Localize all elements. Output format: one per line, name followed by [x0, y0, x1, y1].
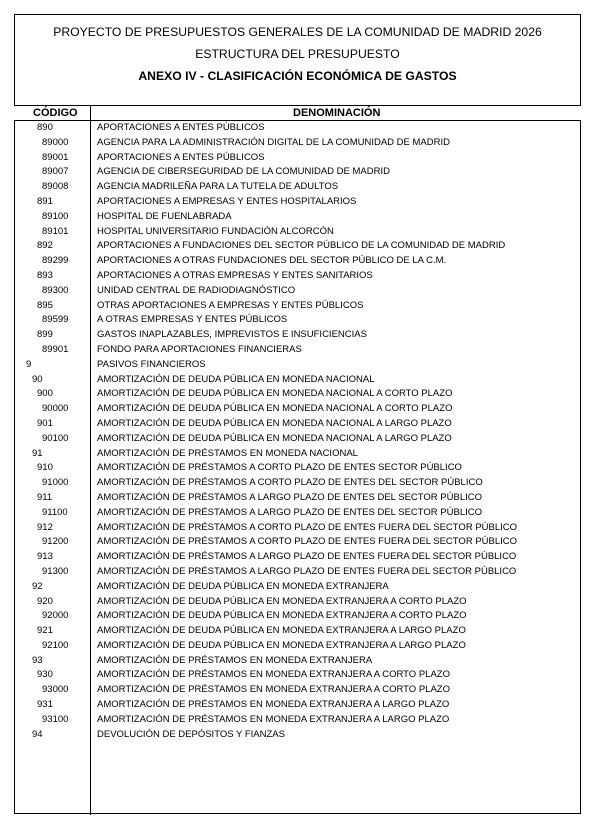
row-denomination: APORTACIONES A EMPRESAS Y ENTES HOSPITALARIOS [97, 195, 357, 207]
table-row [15, 358, 580, 373]
column-header-code: CÓDIGO [33, 107, 78, 119]
table-row [15, 328, 580, 343]
row-code: 913 [37, 551, 53, 563]
table-row [15, 476, 580, 491]
row-denomination: APORTACIONES A ENTES PÚBLICOS [97, 151, 265, 163]
table-body [15, 121, 580, 742]
row-denomination: AMORTIZACIÓN DE DEUDA PÚBLICA EN MONEDA EXTRANJERA A LARGO PLAZO [97, 639, 466, 651]
table-row [15, 165, 580, 180]
table-row [15, 299, 580, 314]
table-row [15, 580, 580, 595]
row-denomination: AMORTIZACIÓN DE DEUDA PÚBLICA EN MONEDA NACIONAL A LARGO PLAZO [97, 432, 452, 444]
row-code: 92 [32, 580, 43, 592]
table-row [15, 565, 580, 580]
table-row [15, 225, 580, 240]
row-code: 89101 [42, 225, 69, 237]
row-denomination: FONDO PARA APORTACIONES FINANCIERAS [97, 343, 302, 355]
row-denomination: AMORTIZACIÓN DE PRÉSTAMOS A LARGO PLAZO DE ENTES DEL SECTOR PÚBLICO [97, 491, 483, 503]
row-denomination: GASTOS INAPLAZABLES, IMPREVISTOS E INSUFICIENCIAS [97, 329, 367, 341]
row-code: 911 [37, 491, 53, 503]
row-code: 899 [37, 329, 53, 341]
table-row [15, 550, 580, 565]
row-code: 912 [37, 521, 53, 533]
row-code: 91000 [42, 477, 69, 489]
table-row [15, 639, 580, 654]
table-row [15, 402, 580, 417]
row-denomination: UNIDAD CENTRAL DE RADIODIAGNÓSTICO [97, 284, 296, 296]
row-denomination: AMORTIZACIÓN DE PRÉSTAMOS EN MONEDA EXTRANJERA A CORTO PLAZO [97, 669, 450, 681]
document-subtitle: ESTRUCTURA DEL PRESUPUESTO [195, 47, 400, 61]
row-denomination: HOSPITAL DE FUENLABRADA [97, 210, 232, 222]
row-code: 89901 [42, 343, 69, 355]
row-code: 89001 [42, 151, 69, 163]
row-denomination: AMORTIZACIÓN DE PRÉSTAMOS A LARGO PLAZO DE ENTES DEL SECTOR PÚBLICO [97, 506, 483, 518]
row-code: 90100 [42, 432, 69, 444]
row-denomination: AMORTIZACIÓN DE PRÉSTAMOS EN MONEDA EXTRANJERA [97, 654, 373, 666]
row-denomination: AMORTIZACIÓN DE DEUDA PÚBLICA EN MONEDA NACIONAL [97, 373, 375, 385]
row-code: 901 [37, 417, 53, 429]
row-denomination: AGENCIA MADRILEÑA PARA LA TUTELA DE ADULTOS [97, 181, 339, 193]
row-code: 893 [37, 269, 53, 281]
table-row [15, 535, 580, 550]
document-page [14, 14, 581, 814]
row-code: 910 [37, 462, 53, 474]
row-denomination: AMORTIZACIÓN DE DEUDA PÚBLICA EN MONEDA NACIONAL A LARGO PLAZO [97, 417, 452, 429]
table-row [15, 269, 580, 284]
table-row [15, 713, 580, 728]
row-code: 89299 [42, 255, 69, 267]
row-code: 89599 [42, 314, 69, 326]
row-denomination: AMORTIZACIÓN DE PRÉSTAMOS A CORTO PLAZO DE ENTES FUERA DEL SECTOR PÚBLICO [97, 521, 518, 533]
row-code: 93100 [42, 713, 69, 725]
table-row [15, 447, 580, 462]
row-code: 91 [32, 447, 43, 459]
table-row [15, 136, 580, 151]
table-row [15, 417, 580, 432]
row-denomination: AMORTIZACIÓN DE DEUDA PÚBLICA EN MONEDA EXTRANJERA A LARGO PLAZO [97, 625, 466, 637]
row-code: 89000 [42, 136, 69, 148]
row-code: 93 [32, 654, 43, 666]
table-row [15, 624, 580, 639]
table-row [15, 432, 580, 447]
row-denomination: AMORTIZACIÓN DE PRÉSTAMOS A LARGO PLAZO DE ENTES FUERA DEL SECTOR PÚBLICO [97, 551, 517, 563]
row-code: 92100 [42, 639, 69, 651]
table-row [15, 254, 580, 269]
table-header [14, 105, 581, 121]
row-code: 900 [37, 388, 53, 400]
column-header-denomination: DENOMINACIÓN [293, 107, 381, 119]
table-row [15, 343, 580, 358]
row-denomination: AMORTIZACIÓN DE PRÉSTAMOS EN MONEDA EXTRANJERA A CORTO PLAZO [97, 684, 450, 696]
row-denomination: A OTRAS EMPRESAS Y ENTES PÚBLICOS [97, 314, 288, 326]
row-denomination: AMORTIZACIÓN DE DEUDA PÚBLICA EN MONEDA NACIONAL A CORTO PLAZO [97, 388, 453, 400]
table-row [15, 151, 580, 166]
table-row [15, 239, 580, 254]
row-denomination: APORTACIONES A OTRAS FUNDACIONES DEL SECTOR PÚBLICO DE LA C.M. [97, 255, 447, 267]
table-row [15, 491, 580, 506]
table-row [15, 180, 580, 195]
row-denomination: AMORTIZACIÓN DE PRÉSTAMOS A CORTO PLAZO DE ENTES SECTOR PÚBLICO [97, 462, 462, 474]
row-code: 91300 [42, 565, 69, 577]
row-denomination: APORTACIONES A ENTES PÚBLICOS [97, 122, 265, 133]
table-row [15, 284, 580, 299]
row-denomination: APORTACIONES A OTRAS EMPRESAS Y ENTES SANITARIOS [97, 269, 373, 281]
table-row [15, 595, 580, 610]
row-denomination: AMORTIZACIÓN DE DEUDA PÚBLICA EN MONEDA NACIONAL A CORTO PLAZO [97, 403, 453, 415]
document-title: PROYECTO DE PRESUPUESTOS GENERALES DE LA COMUNIDAD DE MADRID 2026 [53, 25, 542, 39]
table-row [15, 521, 580, 536]
row-denomination: AMORTIZACIÓN DE PRÉSTAMOS EN MONEDA EXTRANJERA A LARGO PLAZO [97, 713, 450, 725]
table-row [15, 668, 580, 683]
table-row [15, 210, 580, 225]
row-code: 931 [37, 699, 53, 711]
table-row [15, 506, 580, 521]
row-denomination: AMORTIZACIÓN DE PRÉSTAMOS A LARGO PLAZO DE ENTES FUERA DEL SECTOR PÚBLICO [97, 565, 517, 577]
table-row [15, 195, 580, 210]
row-code: 921 [37, 625, 53, 637]
row-code: 89007 [42, 166, 69, 178]
row-code: 92000 [42, 610, 69, 622]
table-row [15, 313, 580, 328]
row-code: 895 [37, 299, 53, 311]
table-row [15, 121, 580, 136]
table-row [15, 373, 580, 388]
row-code: 91100 [42, 506, 68, 518]
row-code: 892 [37, 240, 53, 252]
row-code: 9 [26, 358, 32, 370]
row-code: 920 [37, 595, 53, 607]
row-code: 89008 [42, 181, 69, 193]
row-denomination: PASIVOS FINANCIEROS [97, 358, 206, 370]
row-code: 90 [32, 373, 43, 385]
row-code: 930 [37, 669, 53, 681]
annex-title: ANEXO IV - CLASIFICACIÓN ECONÓMICA DE GASTOS [138, 69, 457, 83]
table-row [15, 609, 580, 624]
row-code: 90000 [42, 403, 69, 415]
row-denomination: AMORTIZACIÓN DE PRÉSTAMOS A CORTO PLAZO DE ENTES DEL SECTOR PÚBLICO [97, 477, 483, 489]
row-denomination: HOSPITAL UNIVERSITARIO FUNDACIÓN ALCORCÓN [97, 225, 334, 237]
row-denomination: AGENCIA DE CIBERSEGURIDAD DE LA COMUNIDAD DE MADRID [97, 166, 390, 178]
table-row [15, 461, 580, 476]
row-denomination: AGENCIA PARA LA ADMINISTRACIÓN DIGITAL DE LA COMUNIDAD DE MADRID [97, 136, 450, 148]
table-row [15, 728, 580, 743]
row-code: 89100 [42, 210, 69, 222]
row-denomination: AMORTIZACIÓN DE DEUDA PÚBLICA EN MONEDA EXTRANJERA A CORTO PLAZO [97, 595, 467, 607]
row-denomination: APORTACIONES A FUNDACIONES DEL SECTOR PÚBLICO DE LA COMUNIDAD DE MADRID [97, 240, 506, 252]
row-denomination: AMORTIZACIÓN DE DEUDA PÚBLICA EN MONEDA EXTRANJERA A CORTO PLAZO [97, 610, 467, 622]
row-code: 91200 [42, 536, 69, 548]
row-denomination: AMORTIZACIÓN DE PRÉSTAMOS EN MONEDA NACIONAL [97, 447, 358, 459]
table-row [15, 654, 580, 669]
table-row [15, 698, 580, 713]
row-code: 89300 [42, 284, 69, 296]
row-code: 890 [37, 122, 53, 133]
row-denomination: OTRAS APORTACIONES A EMPRESAS Y ENTES PÚBLICOS [97, 299, 364, 311]
table-row [15, 683, 580, 698]
row-denomination: AMORTIZACIÓN DE DEUDA PÚBLICA EN MONEDA EXTRANJERA [97, 580, 389, 592]
table-row [15, 387, 580, 402]
row-code: 94 [32, 728, 43, 740]
row-code: 93000 [42, 684, 69, 696]
row-denomination: AMORTIZACIÓN DE PRÉSTAMOS A CORTO PLAZO DE ENTES FUERA DEL SECTOR PÚBLICO [97, 536, 518, 548]
row-denomination: AMORTIZACIÓN DE PRÉSTAMOS EN MONEDA EXTRANJERA A LARGO PLAZO [97, 699, 450, 711]
row-code: 891 [37, 195, 53, 207]
row-denomination: DEVOLUCIÓN DE DEPÓSITOS Y FIANZAS [97, 728, 285, 740]
